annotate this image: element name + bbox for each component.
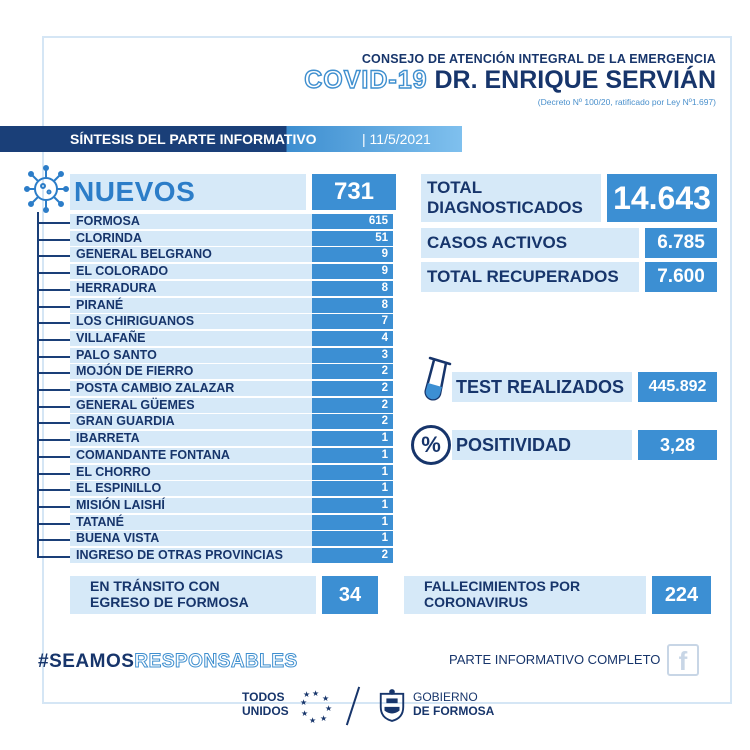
covid-label: COVID-19 [304,66,428,94]
locality-count: 2 [312,548,393,563]
locality-name: BUENA VISTA [70,531,341,546]
locality-row [37,481,397,496]
transito-value: 34 [322,576,378,614]
nuevos-label: NUEVOS [74,176,196,207]
locality-row [37,348,397,363]
locality-count: 9 [312,247,393,262]
locality-name: MOJÓN DE FIERRO [70,364,341,379]
svg-text:★: ★ [320,714,328,723]
locality-count: 1 [312,481,393,496]
percent-icon: % [411,425,451,465]
locality-count: 2 [312,414,393,429]
locality-row [37,414,397,429]
virus-icon [24,164,70,214]
locality-count: 8 [312,298,393,313]
locality-name: EL CHORRO [70,465,341,480]
tree-branch [37,489,70,491]
tree-branch [37,222,70,224]
doctor-name: DR. ENRIQUE SERVIÁN [434,66,716,94]
hashtag-part-2: RESPONSABLES [134,651,298,672]
locality-row [37,548,397,563]
formosa-shield-icon [377,688,407,722]
total-diag-label-1: TOTAL [427,178,483,197]
fallecimientos-box [404,576,646,614]
total-diag-box [421,174,601,222]
locality-row [37,298,397,313]
total-diag-label-2: DIAGNOSTICADOS [427,198,583,217]
synthesis-title: SÍNTESIS DEL PARTE INFORMATIVO [70,131,317,147]
locality-name: HERRADURA [70,281,341,296]
facebook-icon[interactable]: f [667,644,699,676]
locality-row [37,398,397,413]
council-title: CONSEJO DE ATENCIÓN INTEGRAL DE LA EMERGENCIA [361,52,716,66]
tree-branch [37,306,70,308]
transito-label-2: EGRESO DE FORMOSA [90,594,249,610]
tree-branch [37,339,70,341]
transito-box [70,576,316,614]
locality-row [37,381,397,396]
gobierno-formosa-logo [413,690,494,718]
hashtag-part-1: #SEAMOS [38,651,135,672]
stars-icon [298,688,334,724]
locality-name: VILLAFAÑE [70,331,341,346]
fallecimientos-value: 224 [652,576,711,614]
locality-count: 51 [312,231,393,246]
locality-count: 7 [312,314,393,329]
nuevos-value: 731 [312,174,396,210]
locality-row [37,431,397,446]
locality-name: MISIÓN LAISHÍ [70,498,341,513]
locality-count: 4 [312,331,393,346]
report-date: 11/5/2021 [369,131,431,147]
locality-row [37,247,397,262]
fallecimientos-label-1: FALLECIMIENTOS POR [424,578,581,594]
transito-label-1: EN TRÁNSITO CON [90,578,220,594]
activos-label: CASOS ACTIVOS [421,228,639,258]
tree-branch [37,456,70,458]
locality-name: EL COLORADO [70,264,341,279]
todos-unidos-logo [242,690,289,718]
svg-text:★: ★ [312,689,320,698]
svg-text:★: ★ [325,704,333,713]
locality-row [37,281,397,296]
tree-branch [37,356,70,358]
locality-row [37,364,397,379]
tree-branch [37,406,70,408]
tree-branch [37,473,70,475]
test-value: 445.892 [638,372,717,402]
locality-name: PIRANÉ [70,298,341,313]
tree-branch [37,372,70,374]
parte-completo-link[interactable]: PARTE INFORMATIVO COMPLETO [449,652,661,667]
locality-count: 3 [312,348,393,363]
locality-count: 2 [312,398,393,413]
de-formosa-label: DE FORMOSA [413,704,495,718]
recuperados-label: TOTAL RECUPERADOS [421,262,639,292]
locality-row [37,465,397,480]
gobierno-label: GOBIERNO [413,690,478,704]
synthesis-bar [0,126,462,152]
tree-branch [37,289,70,291]
locality-count: 1 [312,498,393,513]
positividad-label: POSITIVIDAD [452,430,632,460]
locality-name: POSTA CAMBIO ZALAZAR [70,381,341,396]
hashtag [38,651,298,673]
locality-count: 1 [312,515,393,530]
positividad-value: 3,28 [638,430,717,460]
locality-name: INGRESO DE OTRAS PROVINCIAS [70,548,341,563]
locality-name: EL ESPINILLO [70,481,341,496]
locality-count: 1 [312,448,393,463]
locality-name: PALO SANTO [70,348,341,363]
locality-count: 1 [312,431,393,446]
locality-name: GENERAL BELGRANO [70,247,341,262]
tree-branch [37,539,70,541]
activos-value: 6.785 [645,228,717,258]
tree-branch [37,272,70,274]
locality-count: 615 [312,214,393,229]
locality-row [37,214,397,229]
unidos-label: UNIDOS [242,704,289,718]
tree-branch [37,422,70,424]
locality-count: 8 [312,281,393,296]
synthesis-date: | 11/5/2021 [362,131,431,147]
locality-count: 9 [312,264,393,279]
locality-row [37,314,397,329]
svg-text:★: ★ [322,694,330,703]
todos-label: TODOS [242,690,285,704]
locality-name: GENERAL GÜEMES [70,398,341,413]
locality-name: FORMOSA [70,214,341,229]
locality-count: 1 [312,531,393,546]
test-label: TEST REALIZADOS [452,372,632,402]
locality-row [37,331,397,346]
locality-row [37,515,397,530]
locality-row [37,531,397,546]
recuperados-value: 7.600 [645,262,717,292]
locality-count: 2 [312,381,393,396]
tree-branch [37,523,70,525]
locality-name: LOS CHIRIGUANOS [70,314,341,329]
locality-row [37,231,397,246]
svg-text:★: ★ [300,698,308,707]
tree-branch [37,389,70,391]
tree-branch [37,556,70,558]
locality-name: TATANÉ [70,515,341,530]
locality-row [37,448,397,463]
svg-text:★: ★ [301,709,309,718]
locality-row [37,498,397,513]
council-name [304,67,716,94]
locality-name: COMANDANTE FONTANA [70,448,341,463]
locality-name: IBARRETA [70,431,341,446]
locality-count: 1 [312,465,393,480]
tree-branch [37,255,70,257]
total-diag-value: 14.643 [607,174,717,222]
svg-text:★: ★ [303,690,311,699]
fallecimientos-label-2: CORONAVIRUS [424,594,528,610]
tree-branch [37,506,70,508]
tree-branch [37,439,70,441]
locality-count: 2 [312,364,393,379]
locality-name: GRAN GUARDIA [70,414,341,429]
header [304,52,716,107]
locality-row [37,264,397,279]
decree-text: (Decreto Nº 100/20, ratificado por Ley Nº1.697) [537,97,716,107]
tree-branch [37,322,70,324]
tree-branch [37,239,70,241]
locality-name: CLORINDA [70,231,341,246]
test-tube-icon [420,352,454,408]
svg-text:★: ★ [309,716,317,724]
